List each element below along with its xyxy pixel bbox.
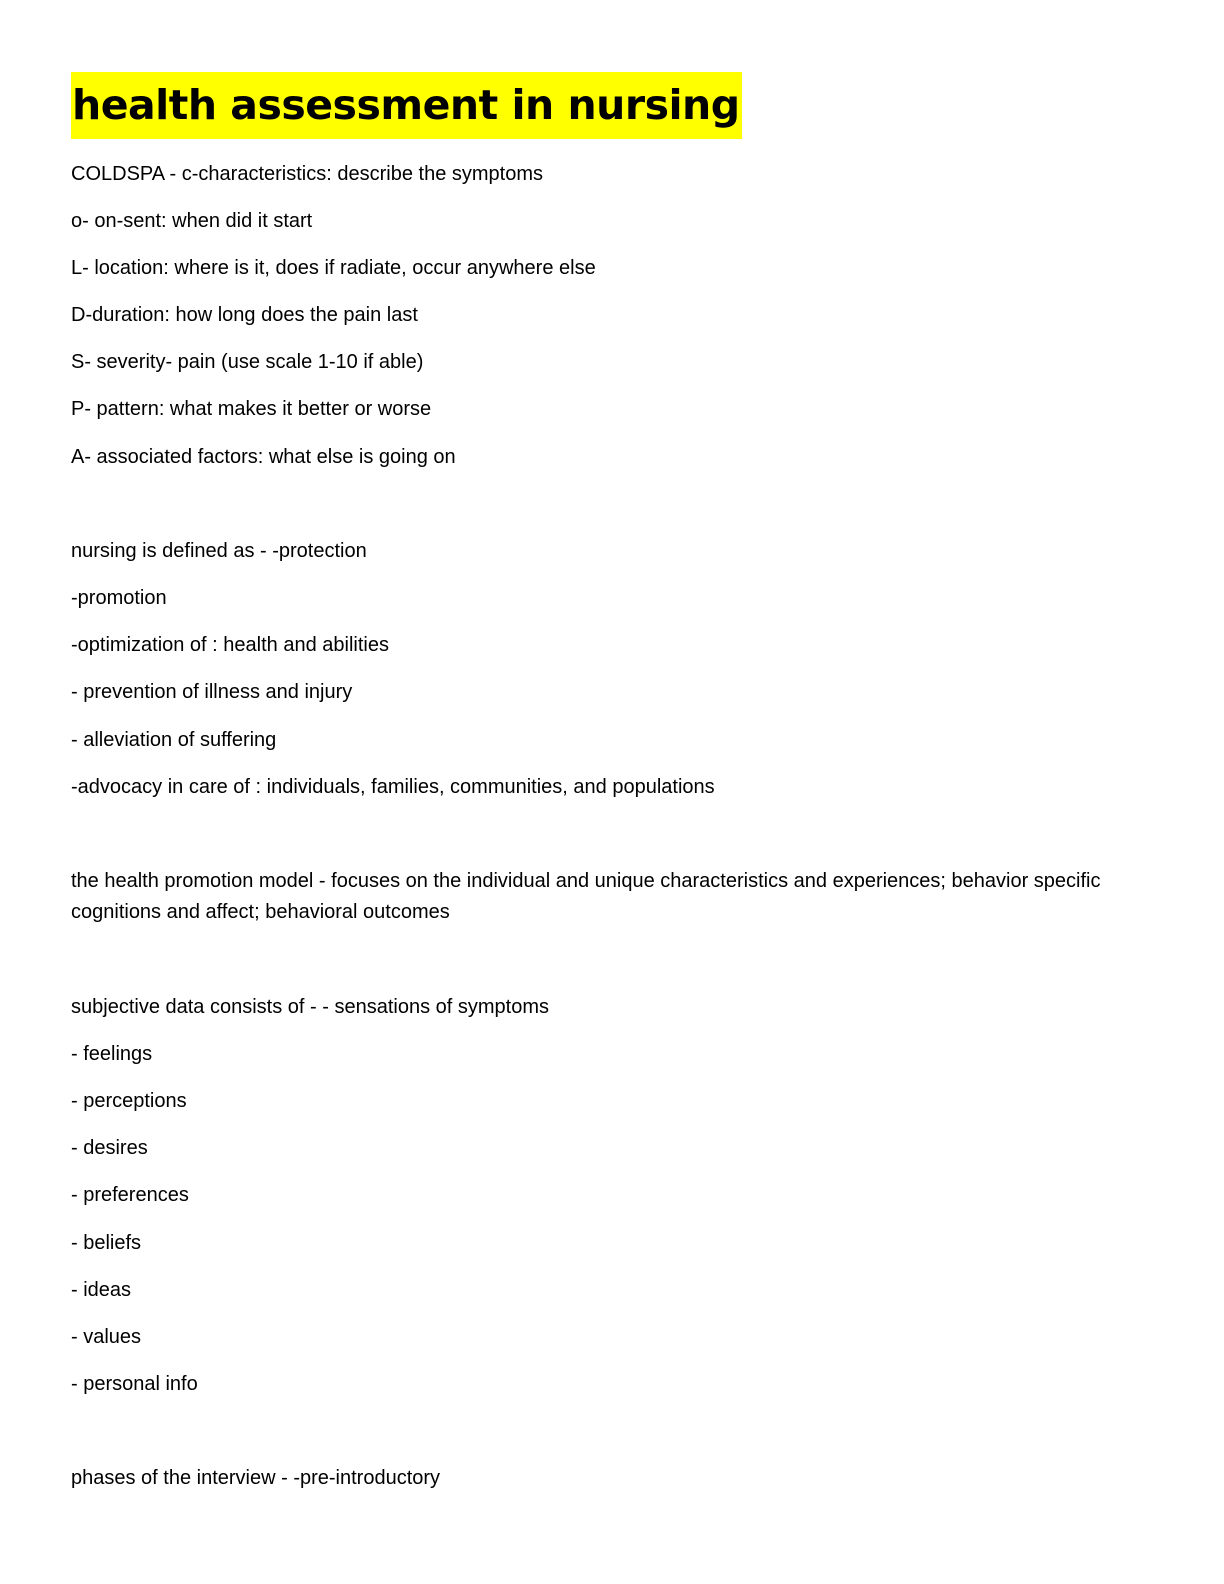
subjective-data-item: - personal info [71, 1373, 198, 1395]
document-title: health assessment in nursing [71, 72, 742, 139]
coldspa-line: COLDSPA - c-characteristics: describe the symptoms [71, 163, 543, 185]
interview-phases-line: phases of the interview - -pre-introductory [71, 1467, 441, 1489]
subjective-data-item: - perceptions [71, 1090, 187, 1112]
nursing-definition-item: -optimization of : health and abilities [71, 634, 389, 656]
coldspa-pattern-line: P- pattern: what makes it better or worse [71, 398, 432, 420]
subjective-data-item: - beliefs [71, 1232, 142, 1254]
subjective-data-item: - values [71, 1326, 142, 1348]
health-promotion-model-paragraph: the health promotion model - focuses on the individual and unique characteristics and experiences; behavior specific cognitions and affect; behavioral outcomes [71, 870, 1101, 923]
nursing-definition-item: - alleviation of suffering [71, 729, 277, 751]
subjective-data-item: - preferences [71, 1184, 189, 1206]
nursing-definition-item: - prevention of illness and injury [71, 681, 353, 703]
nursing-definition-item: -promotion [71, 587, 167, 609]
nursing-definition-line: nursing is defined as - -protection [71, 540, 367, 562]
coldspa-location-line: L- location: where is it, does if radiate, occur anywhere else [71, 257, 596, 279]
subjective-data-item: - desires [71, 1137, 148, 1159]
coldspa-associated-line: A- associated factors: what else is going on [71, 446, 456, 468]
subjective-data-item: - feelings [71, 1043, 153, 1065]
subjective-data-item: - ideas [71, 1279, 132, 1301]
subjective-data-line: subjective data consists of - - sensations of symptoms [71, 996, 549, 1018]
coldspa-severity-line: S- severity- pain (use scale 1-10 if able) [71, 351, 424, 373]
coldspa-onset-line: o- on-sent: when did it start [71, 210, 313, 232]
nursing-definition-item: -advocacy in care of : individuals, families, communities, and populations [71, 776, 715, 798]
coldspa-duration-line: D-duration: how long does the pain last [71, 304, 418, 326]
